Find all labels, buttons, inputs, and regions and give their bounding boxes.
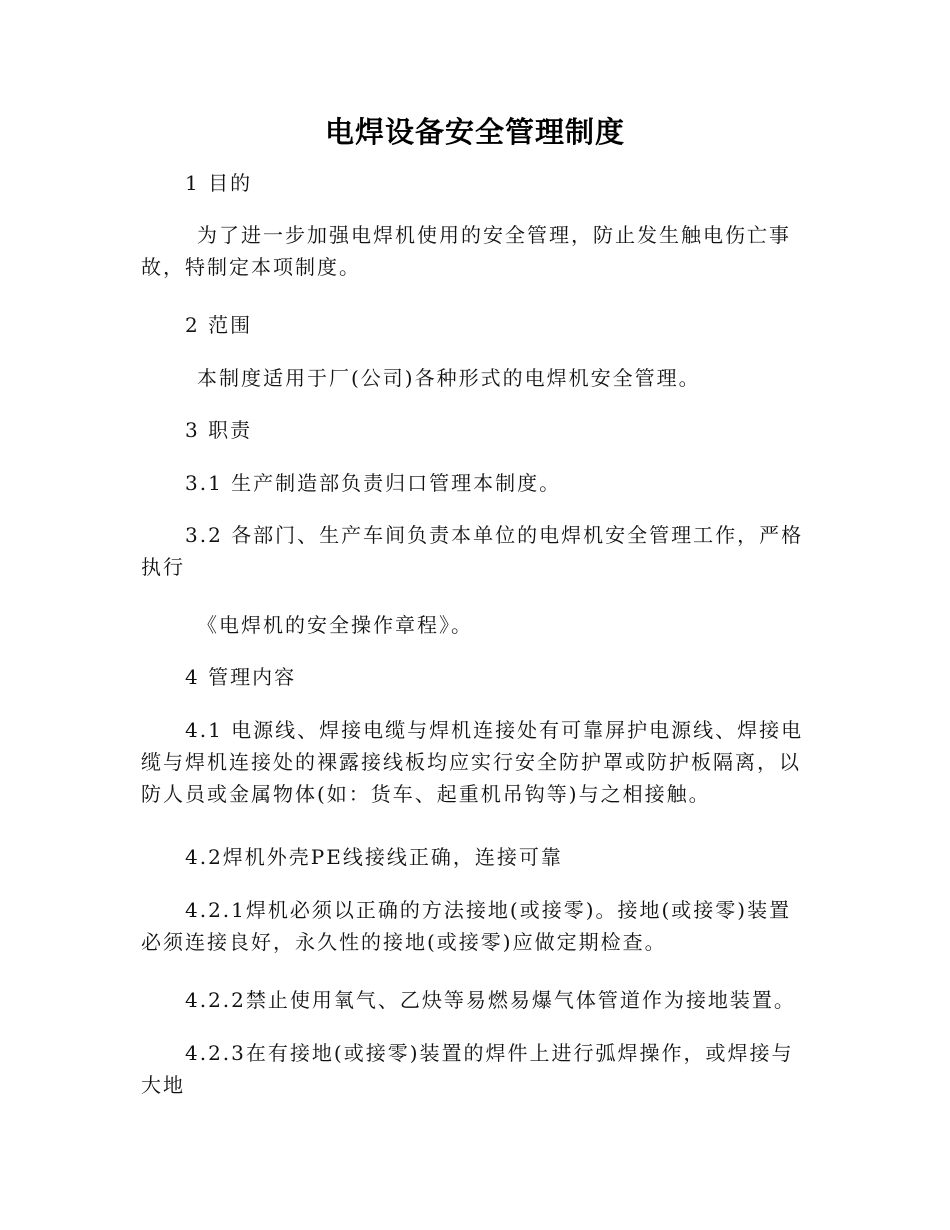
paragraph-3-1: 3.1 生产制造部负责归口管理本制度。 (185, 471, 562, 495)
section-heading-scope: 2 范围 (185, 313, 253, 337)
paragraph-4-2: 4.2焊机外壳PE线接线正确，连接可靠 (185, 845, 563, 869)
paragraph-4-2-1: 4.2.1焊机必须以正确的方法接地(或接零)。接地(或接零)装置必须连接良好，永久性的接地(或接零)应做定期检查。 (141, 898, 792, 954)
paragraph-4-2-2: 4.2.2禁止使用氧气、乙炔等易燃易爆气体管道作为接地装置。 (185, 988, 796, 1012)
paragraph-purpose: 为了进一步加强电焊机使用的安全管理，防止发生触电伤亡事故，特制定本项制度。 (141, 223, 791, 279)
document-title: 电焊设备安全管理制度 (324, 115, 625, 149)
paragraph-4-1: 4.1 电源线、焊接电缆与焊机连接处有可靠屏护电源线、焊接电缆与焊机连接处的裸露接线板均应实行安全防护罩或防护板隔离，以防人员或金属物体(如：货车、起重机吊钩等)与之相接触。 (141, 718, 804, 806)
paragraph-3-2-continued: 《电焊机的安全操作章程》。 (197, 613, 473, 637)
section-heading-purpose: 1 目的 (185, 171, 253, 195)
section-heading-responsibility: 3 职责 (185, 418, 253, 442)
paragraph-scope: 本制度适用于厂(公司)各种形式的电焊机安全管理。 (197, 366, 701, 390)
section-heading-management: 4 管理内容 (185, 665, 297, 689)
paragraph-3-2: 3.2 各部门、生产车间负责本单位的电焊机安全管理工作，严格执行 (141, 523, 804, 579)
paragraph-4-2-3: 4.2.3在有接地(或接零)装置的焊件上进行弧焊操作，或焊接与大地 (141, 1041, 794, 1097)
